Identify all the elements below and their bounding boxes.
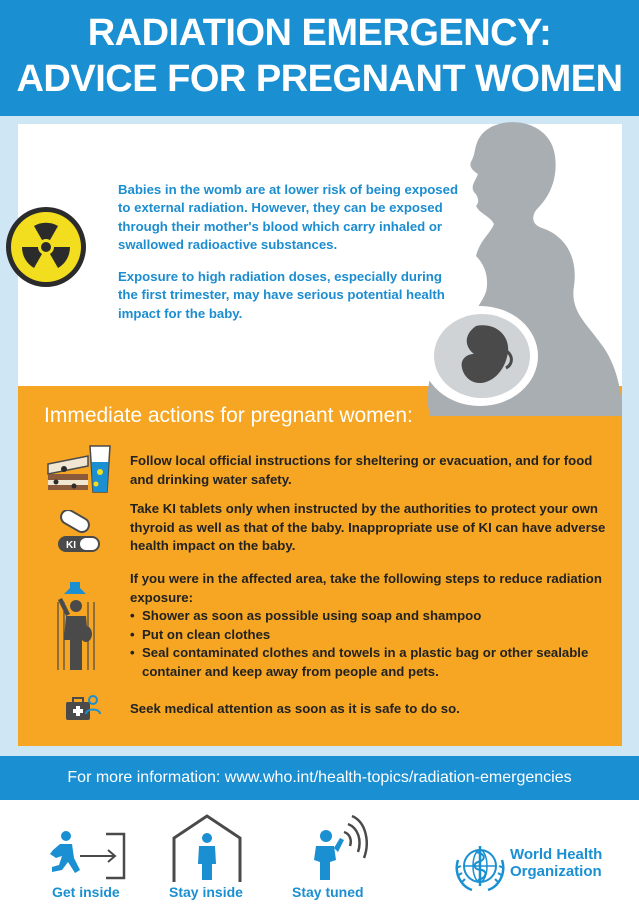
intro-text [118,181,463,337]
get-inside-label: Get inside [52,884,120,900]
stay-tuned-icon [304,812,368,882]
medical-kit-icon [64,692,102,722]
ki-tablets-icon [54,510,104,556]
title-line-1: RADIATION EMERGENCY: [87,12,552,54]
stay-tuned-label: Stay tuned [292,884,364,900]
action-ki-tablets: Take KI tablets only when instructed by the authorities to protect your own thyroid as well as that of the baby. Inappropriate use of KI can have adverse health impact on the baby. [130,501,606,553]
action-reduce-exposure [130,570,610,681]
action-reduce-exposure-intro: If you were in the affected area, take the following steps to reduce radiation exposure: [130,571,602,605]
stay-inside-icon [170,812,244,884]
list-item: • Put on clean clothes [130,626,610,645]
intro-paragraph-1: Babies in the womb are at lower risk of being exposed to external radiation. However, they can be exposed through their mother's blood which carry inhaled or swallowed radioactive substances. [118,182,459,252]
stay-inside-label: Stay inside [169,884,243,900]
ki-label: KI [66,540,76,551]
title-line-2: ADVICE FOR PREGNANT WOMEN [16,58,623,100]
list-item: • Seal contaminated clothes and towels in a plastic bag or other sealable container and keep away from people and pets. [130,644,610,681]
exposure-steps-list [130,607,610,681]
who-line-2: Organization [510,863,602,880]
more-info-bar[interactable]: For more information: www.who.int/health-topics/radiation-emergencies [0,756,639,800]
who-logo-text [510,846,602,880]
action-seek-medical: Seek medical attention as soon as it is safe to do so. [130,701,460,716]
actions-title: Immediate actions for pregnant women: [44,404,413,427]
header-banner [0,0,639,116]
list-item: • Shower as soon as possible using soap and shampoo [130,607,610,626]
shower-icon [52,580,98,672]
who-line-1: World Health [510,846,603,863]
get-inside-icon [44,830,130,882]
food-and-water-icon [44,442,114,494]
actions-panel [18,386,622,746]
who-emblem-icon [452,838,508,894]
radiation-hazard-icon [4,205,88,289]
action-follow-instructions: Follow local official instructions for sheltering or evacuation, and for food and drinking water safety. [130,453,593,487]
intro-paragraph-2: Exposure to high radiation doses, especially during the first trimester, may have serious potential health impact for the baby. [118,269,445,321]
